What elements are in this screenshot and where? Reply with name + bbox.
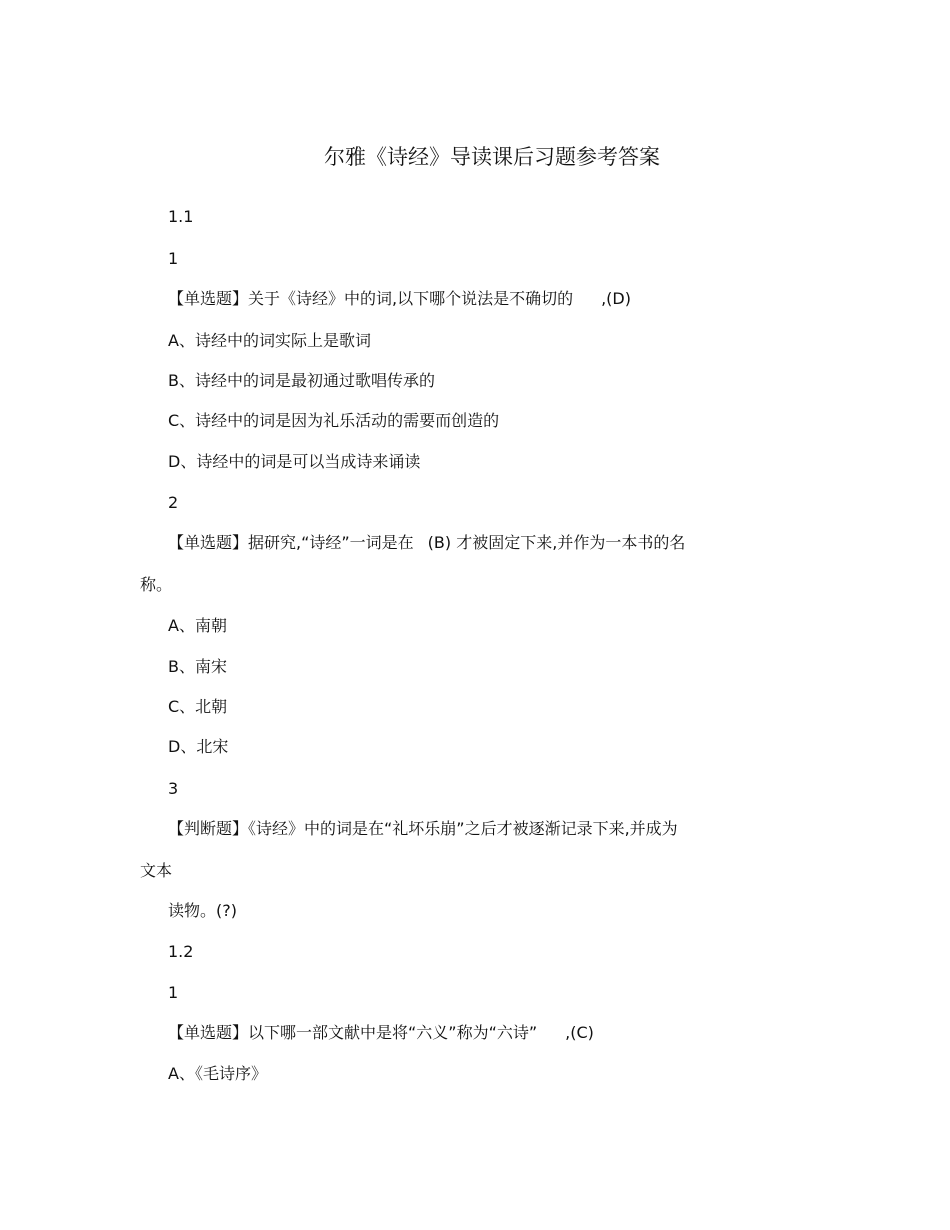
option-c: C、北朝 [168,697,228,716]
option-d: D、北宋 [168,737,229,756]
section-heading-1-1: 1.1 [168,207,194,226]
question-stem-end: 读物。(?) [168,901,237,920]
question-text: 【单选题】以下哪一部文献中是将“六义”称为“六诗” [168,1023,538,1042]
option-d: D、诗经中的词是可以当成诗来诵读 [168,452,421,471]
option-c: C、诗经中的词是因为礼乐活动的需要而创造的 [168,411,500,430]
option-a: A、《毛诗序》 [168,1064,267,1083]
question-stem [168,1022,594,1044]
option-b: B、诗经中的词是最初通过歌唱传承的 [168,371,435,390]
question-answer: ,(D) [601,289,631,308]
question-stem-wrap: 文本 [140,861,173,880]
option-a: A、南朝 [168,616,227,635]
question-text-continued: 才被固定下来,并作为一本书的名 [456,533,686,552]
question-stem-wrap: 称。 [140,575,173,594]
question-number: 3 [168,779,179,798]
question-text: 【单选题】关于《诗经》中的词,以下哪个说法是不确切的 [168,289,574,308]
question-stem [168,532,685,554]
question-number: 1 [168,983,179,1002]
question-text: 【单选题】据研究,“诗经”一词是在 [168,533,414,552]
question-stem: 【判断题】《诗经》中的词是在“礼坏乐崩”之后才被逐渐记录下来,并成为 [168,819,678,838]
option-a: A、诗经中的词实际上是歌词 [168,331,371,350]
section-heading-1-2: 1.2 [168,942,194,961]
question-stem [168,288,631,310]
question-number: 1 [168,249,179,268]
question-answer: (B) [427,533,452,552]
question-number: 2 [168,493,179,512]
option-b: B、南宋 [168,657,227,676]
question-answer: ,(C) [565,1023,594,1042]
document-title: 尔雅《诗经》导读课后习题参考答案 [324,145,660,169]
